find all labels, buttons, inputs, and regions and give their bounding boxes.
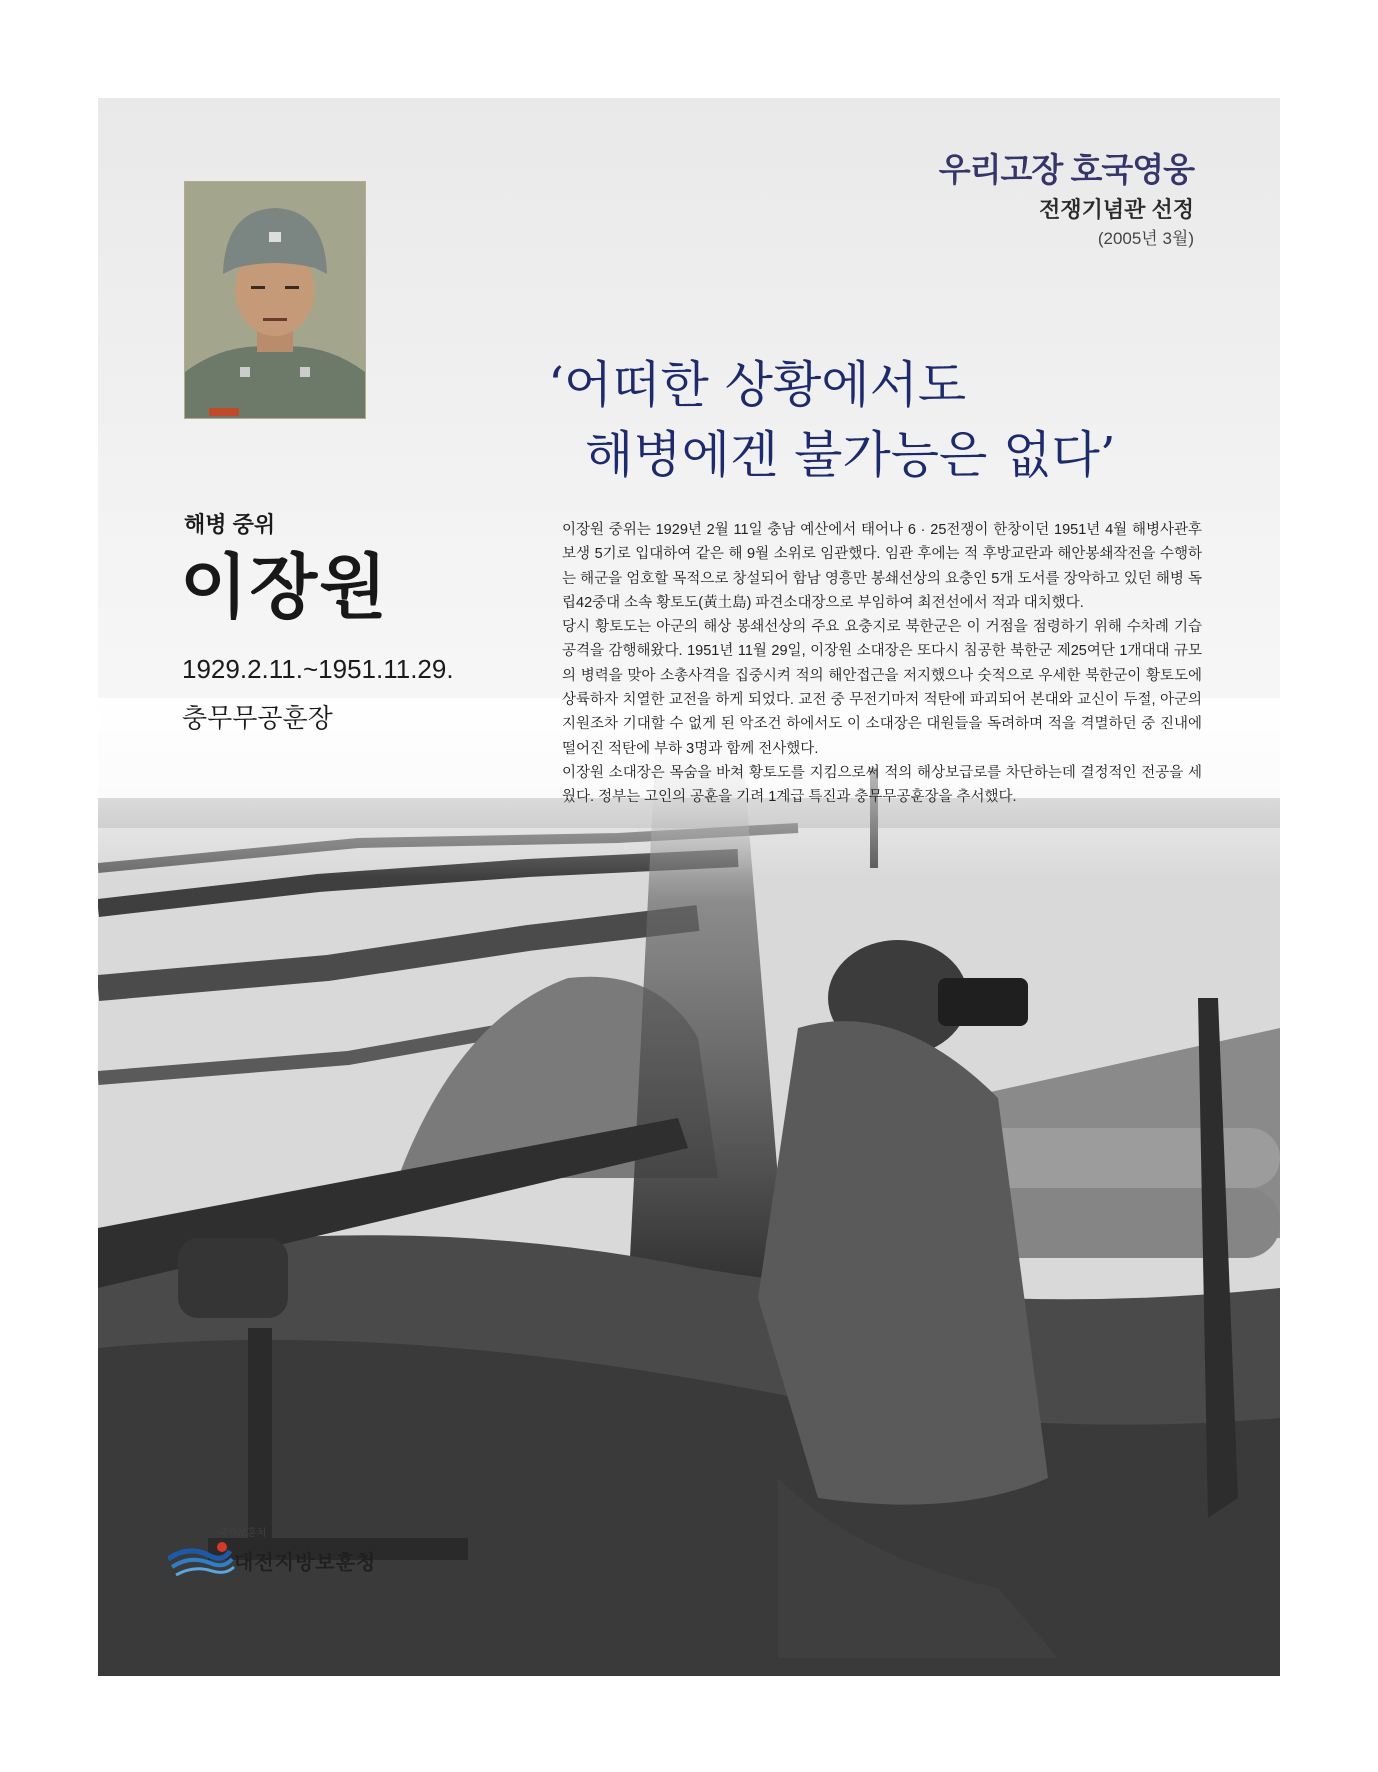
biography-paragraph: 당시 황토도는 아군의 해상 봉쇄선상의 주요 요충지로 북한군은 이 거점을 점령하기 위해 수차례 기습공격을 감행해왔다. 1951년 11월 29일, 이장원 소대장은 또다시 침공한 북한군 제25여단 1개대대 규모의 병력을 맞아 소총사격을 집중시켜 적의 해안접근을 저지했으나 숫적으로 우세한 북한군이 황토도에 상륙하자 치열한 교전을 하게 되었다. 교전 중 무전기마저 적탄에 파괴되어 본대와 교신이 두절, 아군의 지원조차 기대할 수 없게 된 악조건 하에서도 이 소대장은 대원들을 독려하며 적을 격멸하던 중 진내에 떨어진 적탄에 부하 3명과 함께 전사했다. (562, 619, 1202, 757)
logo-org-name: 대전지방보훈청 (234, 1552, 377, 1574)
award-name: 충무무공훈장 (182, 703, 333, 733)
header-title: 우리고장 호국영웅 (938, 151, 1194, 188)
header-date: (2005년 3월) (1097, 229, 1194, 248)
portrait-photo (184, 181, 366, 419)
poster (98, 98, 1280, 1676)
biography-text (562, 518, 1202, 810)
quote (543, 350, 1203, 490)
header-subtitle: 전쟁기념관 선정 (1039, 197, 1194, 222)
lifespan-dates: 1929.2.11.~1951.11.29. (182, 654, 454, 684)
portrait-illustration (185, 182, 365, 418)
rank-label: 해병 중위 (184, 512, 276, 537)
header-block (939, 150, 1194, 250)
biography-paragraph: 이장원 소대장은 목숨을 바쳐 황토도를 지킴으로써 적의 해상보급로를 차단하는데 결정적인 전공을 세웠다. 정부는 고인의 공훈을 기려 1계급 특진과 충무무공훈장을 추서했다. (562, 764, 1202, 806)
biography-paragraph: 이장원 중위는 1929년 2월 11일 충남 예산에서 태어나 6 · 25전쟁이 한창이던 1951년 4월 해병사관후보생 5기로 입대하여 같은 해 9월 소위로 임관했다. 임관 후에는 적 후방교란과 해안봉쇄작전을 수행하는 해군을 엄호할 목적으로 창설되어 함남 영흥만 봉쇄선상의 요충인 5개 도서를 장악하고 있던 해병 독립42중대 소속 황토도(黃土島) 파견소대장으로 부임하여 최전선에서 적과 대치했다. (562, 522, 1202, 611)
quote-line-2: 해병에겐 불가능은 없다’ (585, 426, 1116, 484)
quote-line-1: ‘어떠한 상황에서도 (548, 356, 967, 414)
logo-org-small: 국가보훈처 (218, 1528, 267, 1539)
hero-name: 이장원 (180, 548, 389, 626)
